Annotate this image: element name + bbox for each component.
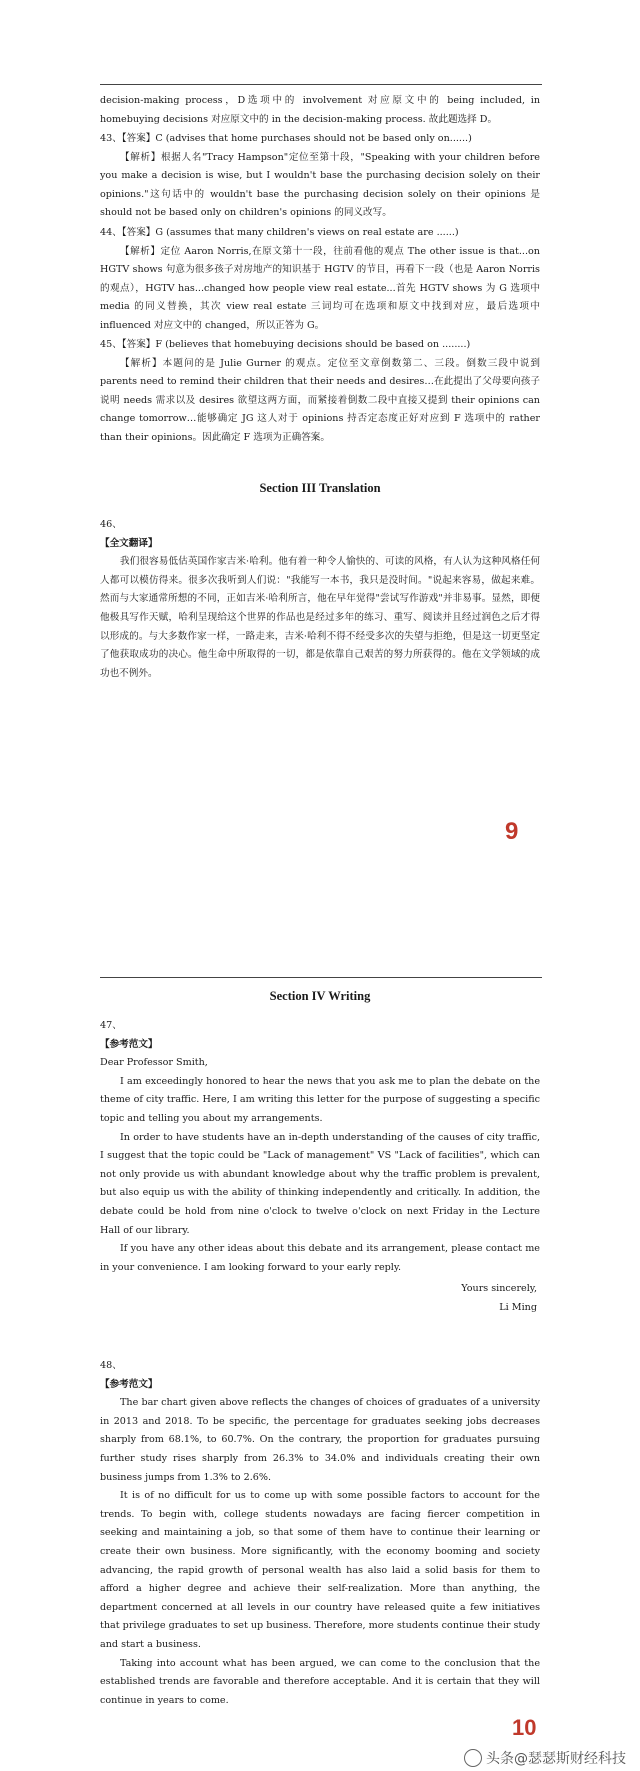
q48-paragraph-3: Taking into account what has been argued, we can come to the conclusion that the established trends are favorable and therefore acceptable. And it is certain that they will continue in years to come. [100,1657,540,1706]
page-number-9: 9 [505,818,519,845]
q44-answer: 44、【答案】G (assumes that many children's views on real estate are ......) [100,227,459,238]
q46-tag: 【全文翻译】 [100,537,158,549]
q47-name: Li Ming [499,1301,537,1313]
header-rule [100,977,542,978]
q48-number: 48、 [100,1360,122,1371]
q47-letter [100,1017,540,1277]
document-page-10 [0,945,640,1771]
q46-translation: 我们很容易低估英国作家吉米·哈利。他有着一种令人愉快的、可读的风格，有人认为这种风格任何人都可以模仿得来。很多次我听到人们说："我能写一本书，我只是没时间。"说起来容易，做起来难。然而与大家通常所想的不同，正如吉米·哈利所言，他在早年觉得"尝试写作游戏"并非易事。显然，即便他极具写作天赋，哈利呈现给这个世界的作品也是经过多年的练习、重写、阅读并且经过润色之后才得以形成的。与大多数作家一样，一路走来，吉米·哈利不得不经受多次的失望与拒绝，但是这一切更坚定了他获取成功的决心。他生命中所取得的一切，都是依靠自己艰苦的努力所获得的。他在文学领域的成功也不例外。 [100,556,540,679]
q47-paragraph-2: In order to have students have an in-depth understanding of the causes of city traffic, I suggest that the topic could be "Lack of management" VS "Lack of facilities", which can not only provide us with abundant knowledge about why the traffic problem is prevalent, but also equip us with the ability of thinking independently and critically. In addition, the debate could be hold from nine o'clock to twelve o'clock on next Friday in the Lecture Hall of our library. [100,1131,540,1236]
q48-essay [100,1357,540,1710]
watermark-text: 头条@瑟瑟斯财经科技 [486,1751,626,1767]
continuation-text: decision-making process，D选项中的 involvement 对应原文中的 being included, in homebuying decisions 对应原文中的 in the decision-making process. 故此题选择 D。 [100,95,540,125]
section-title-translation: Section III Translation [259,481,381,495]
q43-answer: 43、【答案】C (advises that home purchases should not be based only on......) [100,133,472,144]
q47-number: 47、 [100,1020,122,1031]
document-page-9 [0,0,640,880]
section-title-writing: Section IV Writing [269,989,371,1003]
q48-tag: 【参考范文】 [100,1378,158,1390]
q45-analysis: 【解析】本题问的是 Julie Gurner 的观点。定位至文章倒数第二、三段。倒数三段中说到 parents need to remind their children that their needs and desires…在此提出了父母要向孩子说明 needs 需求以及 desires 欲望这两方面，而紧接着倒数二段中直接又提到 their opinions can change tomorrow…能够确定 JG 这人对于 opinions 持否定态度正好对应到 F 选项中的 rather than their opinions。因此确定 F 选项为正确答案。 [100,357,540,443]
q43-block [100,130,540,223]
q43-analysis: 【解析】根据人名"Tracy Hampson"定位至第十段，"Speaking with your children before you make a decision is wise, but I wouldn't base the purchasing decision solely on their opinions."这句话中的 wouldn't base the purchasing decision solely on their opinions 是 should not be based only on children's opinions 的同义改写。 [100,151,540,219]
header-rule [100,84,542,85]
q46-block [100,516,540,683]
watermark [464,1748,626,1768]
q47-salutation: Dear Professor Smith, [100,1057,208,1069]
q48-paragraph-1: The bar chart given above reflects the changes of choices of graduates of a university in 2013 and 2018. To be specific, the percentage for graduates seeking jobs decreases sharply from 68.1%, to 60.7%. On the contrary, the proportion for graduates pursuing further study rises sharply from 26.3% to 34.0% and individuals creating their own business jumps from 1.3% to 2.6%. [100,1397,540,1483]
q47-signature [100,1280,537,1317]
q44-block [100,224,540,336]
q42-continuation [100,92,540,129]
q47-closing: Yours sincerely, [461,1283,537,1294]
q48-paragraph-2: It is of no difficult for us to come up with some possible factors to account for the trends. To begin with, college students nowadays are facing fiercer competition in seeking and maintaining a job, so that some of them have to continue their learning or create their own business. More significantly, with the economy booming and society advancing, the rapid growth of personal wealth has also laid a solid basis for them to afford a higher degree and achieve their self-realization. More than anything, the department concerned at all levels in our country have released quite a few initiatives that privilege graduates to set up business. Therefore, more students continue their study and start a business. [100,1490,540,1650]
q44-analysis: 【解析】定位 Aaron Norris,在原文第十一段，往前看他的观点 The other issue is that...on HGTV shows 句意为很多孩子对房地产的知识基于 HGTV 的节目，再看下一段（也是 Aaron Norris 的观点），HGTV has...changed how people view real estate...首先 HGTV shows 为 G 选项中 media 的同义替换，其次 view real estate 三词均可在选项和原文中找到对应，最后选项中 influenced 对应文中的 changed，所以正答为 G。 [100,245,540,331]
q45-block [100,336,540,448]
watermark-logo-icon [464,1749,482,1767]
q47-paragraph-3: If you have any other ideas about this debate and its arrangement, please contact me in your convenience. I am looking forward to your early reply. [100,1243,540,1273]
page-gap [0,880,640,945]
q45-answer: 45、【答案】F (believes that homebuying decisions should be based on ........) [100,339,471,350]
q47-tag: 【参考范文】 [100,1038,158,1050]
q47-paragraph-1: I am exceedingly honored to hear the news that you ask me to plan the debate on the theme of city traffic. Here, I am writing this letter for the purpose of suggesting a specific topic and telling you about my arrangements. [100,1075,540,1124]
q46-number: 46、 [100,519,122,530]
page-number-10: 10 [512,1715,537,1740]
